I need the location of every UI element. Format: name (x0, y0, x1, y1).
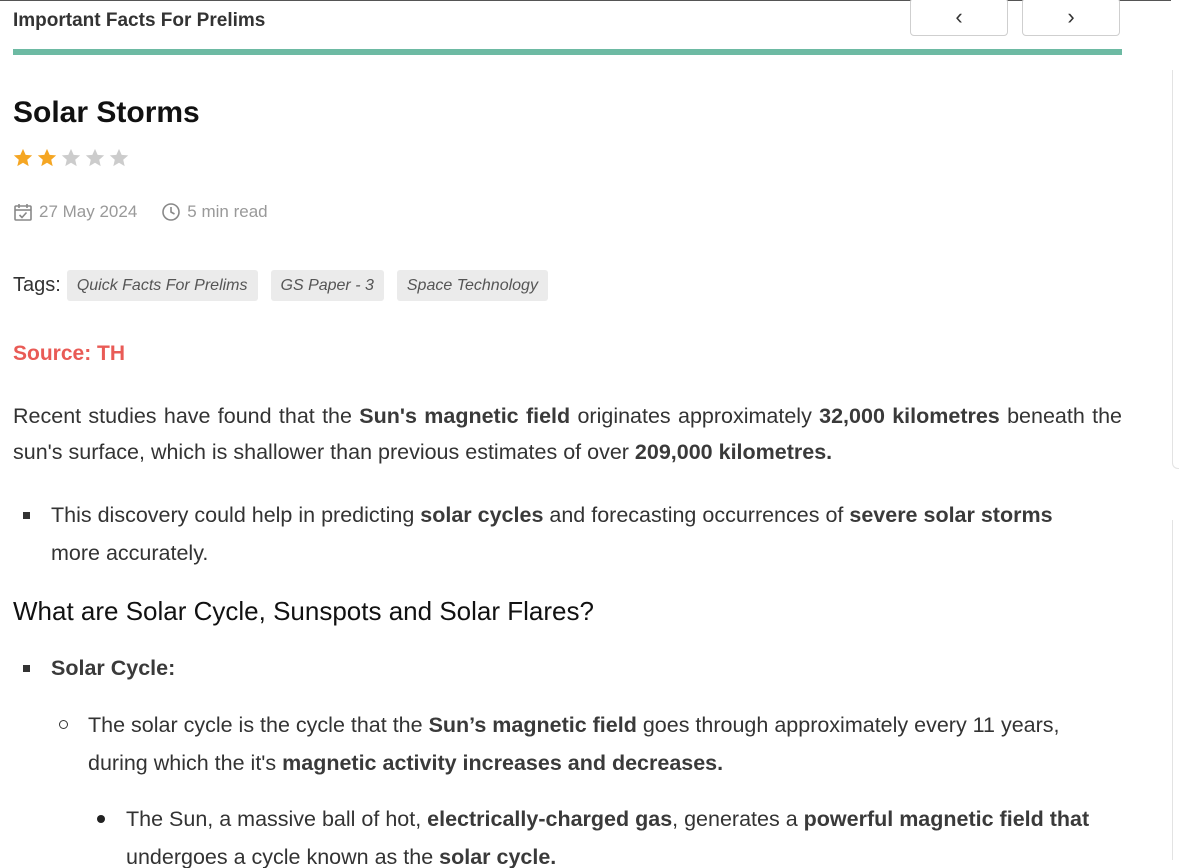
list-item: Solar Cycle: (51, 656, 176, 680)
tag-chip[interactable]: Space Technology (397, 270, 548, 301)
square-bullet (23, 512, 30, 519)
star-rating[interactable] (12, 147, 130, 169)
article-title: Solar Storms (13, 96, 200, 129)
article-meta (13, 202, 268, 222)
tag-chip[interactable]: Quick Facts For Prelims (67, 270, 258, 301)
sidebar-card-edge (1172, 520, 1179, 860)
section-heading: What are Solar Cycle, Sunspots and Solar Flares? (13, 596, 594, 626)
star-icon[interactable] (108, 147, 130, 169)
star-icon[interactable] (12, 147, 34, 169)
previous-button[interactable] (910, 0, 1008, 36)
source-label: Source: TH (13, 342, 126, 365)
sidebar-card-edge (1172, 70, 1179, 469)
publish-date: 27 May 2024 (39, 202, 138, 221)
calendar-icon (13, 202, 33, 222)
chevron-left-icon: ‹ (955, 4, 963, 29)
list-item: This discovery could help in predicting solar cycles and forecasting occurrences of severe solar storms more accurately. (51, 503, 1053, 565)
section-header-title: Important Facts For Prelims (13, 10, 266, 31)
tags-label: Tags: (13, 274, 61, 296)
star-icon[interactable] (84, 147, 106, 169)
star-icon[interactable] (60, 147, 82, 169)
tag-chip[interactable]: GS Paper - 3 (271, 270, 384, 301)
square-bullet (23, 665, 30, 672)
star-icon[interactable] (36, 147, 58, 169)
list-item: The Sun, a massive ball of hot, electrically-charged gas, generates a powerful magnetic field that undergoes a cycle known as the solar cycle. (126, 807, 1090, 868)
read-time: 5 min read (187, 202, 268, 221)
accent-divider (13, 49, 1122, 55)
dot-bullet (97, 815, 105, 823)
tags-row (13, 270, 561, 301)
clock-icon (161, 202, 181, 222)
list-item: The solar cycle is the cycle that the Sun’s magnetic field goes through approximately every 11 years, during which the it's magnetic activity increases and decreases. (88, 713, 1060, 775)
circle-bullet (59, 720, 68, 729)
next-button[interactable] (1022, 0, 1120, 36)
chevron-right-icon: › (1067, 4, 1075, 29)
intro-paragraph: Recent studies have found that the Sun's magnetic field originates approximately 32,000 kilometres beneath the sun's surface, which is shallower than previous estimates of over 209,000 kilometres. (13, 404, 1122, 464)
